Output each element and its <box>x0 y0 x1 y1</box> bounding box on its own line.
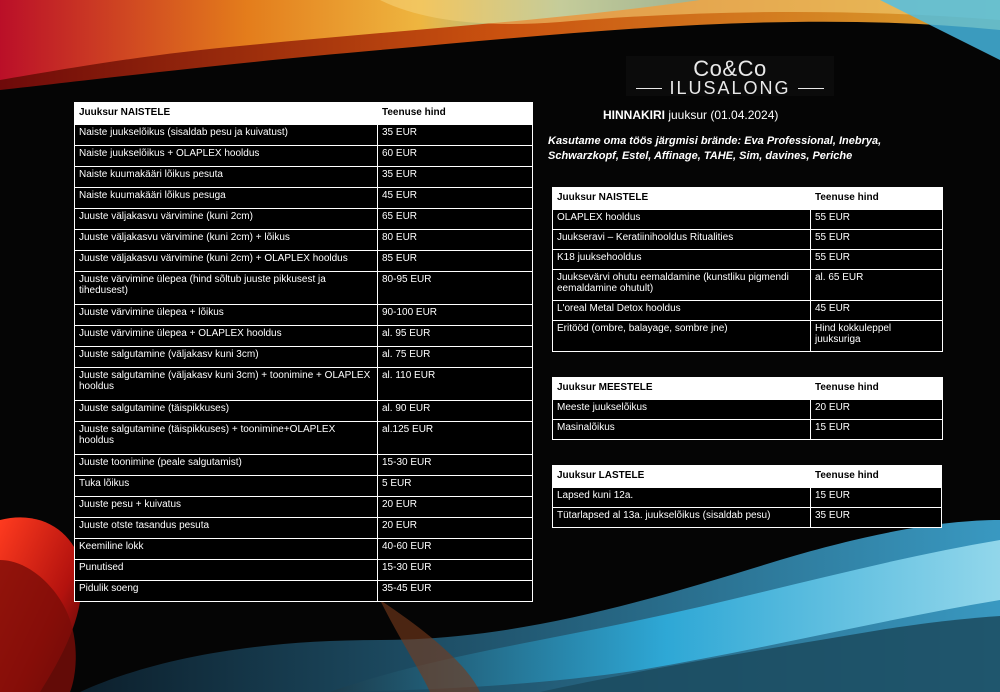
table-row <box>75 251 533 272</box>
service-name: Juuste pesu + kuivatus <box>75 497 378 518</box>
table-row <box>75 455 533 476</box>
table-row <box>75 560 533 581</box>
service-name: Juuste salgutamine (täispikkuses) <box>75 401 378 422</box>
service-name: Lapsed kuni 12a. <box>553 488 811 508</box>
service-name: Juuste väljakasvu värvimine (kuni 2cm) <box>75 209 378 230</box>
table-row <box>553 321 943 352</box>
women-treatments-table <box>552 187 943 352</box>
service-price: 80-95 EUR <box>378 272 533 305</box>
service-name: OLAPLEX hooldus <box>553 210 811 230</box>
service-price: 45 EUR <box>811 301 943 321</box>
service-name: Keemiline lokk <box>75 539 378 560</box>
table-row <box>75 146 533 167</box>
table-row <box>75 476 533 497</box>
service-name: Naiste kuumakääri lõikus pesuta <box>75 167 378 188</box>
table-row <box>75 347 533 368</box>
service-price: 80 EUR <box>378 230 533 251</box>
service-price: 55 EUR <box>811 230 943 250</box>
service-price: 40-60 EUR <box>378 539 533 560</box>
table-row <box>75 539 533 560</box>
service-name: Juuste salgutamine (väljakasv kuni 3cm) + toonimine + OLAPLEX hooldus <box>75 368 378 401</box>
service-name: Naiste juukselõikus (sisaldab pesu ja kuivatust) <box>75 125 378 146</box>
service-price: 35 EUR <box>378 125 533 146</box>
salon-logo <box>626 56 834 96</box>
service-price: 60 EUR <box>378 146 533 167</box>
service-price: 15-30 EUR <box>378 455 533 476</box>
service-price: 55 EUR <box>811 250 943 270</box>
table-row <box>553 230 943 250</box>
table-row <box>75 368 533 401</box>
service-name: Juuste salgutamine (väljakasv kuni 3cm) <box>75 347 378 368</box>
table-row <box>553 250 943 270</box>
service-price: 85 EUR <box>378 251 533 272</box>
table-row <box>75 326 533 347</box>
service-price: 15-30 EUR <box>378 560 533 581</box>
table-row <box>553 270 943 301</box>
service-price: 15 EUR <box>811 488 942 508</box>
page-title <box>603 108 778 122</box>
service-price: al.125 EUR <box>378 422 533 455</box>
header-service: Juuksur MEESTELE <box>553 378 811 400</box>
table-row <box>75 209 533 230</box>
table-row <box>75 167 533 188</box>
service-price: 55 EUR <box>811 210 943 230</box>
service-name: Juuste värvimine ülepea (hind sõltub juuste pikkusest ja tihedusest) <box>75 272 378 305</box>
service-name: Juukseravi – Keratiinihooldus Ritualities <box>553 230 811 250</box>
service-name: L'oreal Metal Detox hooldus <box>553 301 811 321</box>
service-price: al. 75 EUR <box>378 347 533 368</box>
table-row <box>75 581 533 602</box>
service-name: Naiste juukselõikus + OLAPLEX hooldus <box>75 146 378 167</box>
service-name: Tütarlapsed al 13a. juukselõikus (sisaldab pesu) <box>553 508 811 528</box>
header-price: Teenuse hind <box>811 188 943 210</box>
table-row <box>75 518 533 539</box>
brands-text: Kasutame oma töös järgmisi brände: Eva Professional, Inebrya, Schwarzkopf, Estel, Affinage, TAHE, Sim, davines, Periche <box>548 135 882 162</box>
header-service: Juuksur NAISTELE <box>553 188 811 210</box>
table-row <box>553 508 942 528</box>
table-header <box>75 103 533 125</box>
service-price: 15 EUR <box>811 420 943 440</box>
service-price: 35 EUR <box>811 508 942 528</box>
table-row <box>553 210 943 230</box>
logo-line-1: Co&Co <box>693 56 767 81</box>
men-services-table <box>552 377 943 440</box>
table-row <box>75 497 533 518</box>
header-price: Teenuse hind <box>378 103 533 125</box>
table-row <box>75 422 533 455</box>
table-header <box>553 188 943 210</box>
table-row <box>75 401 533 422</box>
service-name: Juuksevärvi ohutu eemaldamine (kunstliku pigmendi eemaldamine ohutult) <box>553 270 811 301</box>
header-service: Juuksur LASTELE <box>553 466 811 488</box>
header-service: Juuksur NAISTELE <box>75 103 378 125</box>
service-name: Masinalõikus <box>553 420 811 440</box>
table-row <box>553 420 943 440</box>
table-row <box>75 272 533 305</box>
service-price: Hind kokkuleppel juuksuriga <box>811 321 943 352</box>
women-services-table <box>74 102 533 602</box>
table-row <box>553 301 943 321</box>
table-row <box>75 230 533 251</box>
service-name: Juuste väljakasvu värvimine (kuni 2cm) + OLAPLEX hooldus <box>75 251 378 272</box>
service-price: 45 EUR <box>378 188 533 209</box>
service-price: al. 65 EUR <box>811 270 943 301</box>
service-name: Eritööd (ombre, balayage, sombre jne) <box>553 321 811 352</box>
title-rest: juuksur (01.04.2024) <box>665 108 779 122</box>
title-bold: HINNAKIRI <box>603 108 665 122</box>
table-row <box>553 488 942 508</box>
service-name: Juuste värvimine ülepea + lõikus <box>75 305 378 326</box>
service-price: 35-45 EUR <box>378 581 533 602</box>
service-name: Juuste toonimine (peale salgutamist) <box>75 455 378 476</box>
service-name: Juuste värvimine ülepea + OLAPLEX hooldus <box>75 326 378 347</box>
service-price: 35 EUR <box>378 167 533 188</box>
table-row <box>75 305 533 326</box>
service-price: al. 110 EUR <box>378 368 533 401</box>
service-price: 90-100 EUR <box>378 305 533 326</box>
table-row <box>75 125 533 146</box>
service-price: al. 95 EUR <box>378 326 533 347</box>
service-name: Tuka lõikus <box>75 476 378 497</box>
service-name: Naiste kuumakääri lõikus pesuga <box>75 188 378 209</box>
header-price: Teenuse hind <box>811 378 943 400</box>
service-name: Juuste otste tasandus pesuta <box>75 518 378 539</box>
header-price: Teenuse hind <box>811 466 942 488</box>
service-name: Meeste juukselõikus <box>553 400 811 420</box>
logo-line-2: ILUSALONG <box>626 80 834 96</box>
service-price: 5 EUR <box>378 476 533 497</box>
table-header <box>553 466 942 488</box>
service-price: 20 EUR <box>378 518 533 539</box>
service-name: Pidulik soeng <box>75 581 378 602</box>
table-row <box>553 400 943 420</box>
kids-services-table <box>552 465 942 528</box>
service-price: 65 EUR <box>378 209 533 230</box>
table-header <box>553 378 943 400</box>
service-price: 20 EUR <box>378 497 533 518</box>
service-name: Punutised <box>75 560 378 581</box>
service-price: al. 90 EUR <box>378 401 533 422</box>
service-name: K18 juuksehooldus <box>553 250 811 270</box>
service-name: Juuste salgutamine (täispikkuses) + toonimine+OLAPLEX hooldus <box>75 422 378 455</box>
service-price: 20 EUR <box>811 400 943 420</box>
table-row <box>75 188 533 209</box>
service-name: Juuste väljakasvu värvimine (kuni 2cm) + lõikus <box>75 230 378 251</box>
